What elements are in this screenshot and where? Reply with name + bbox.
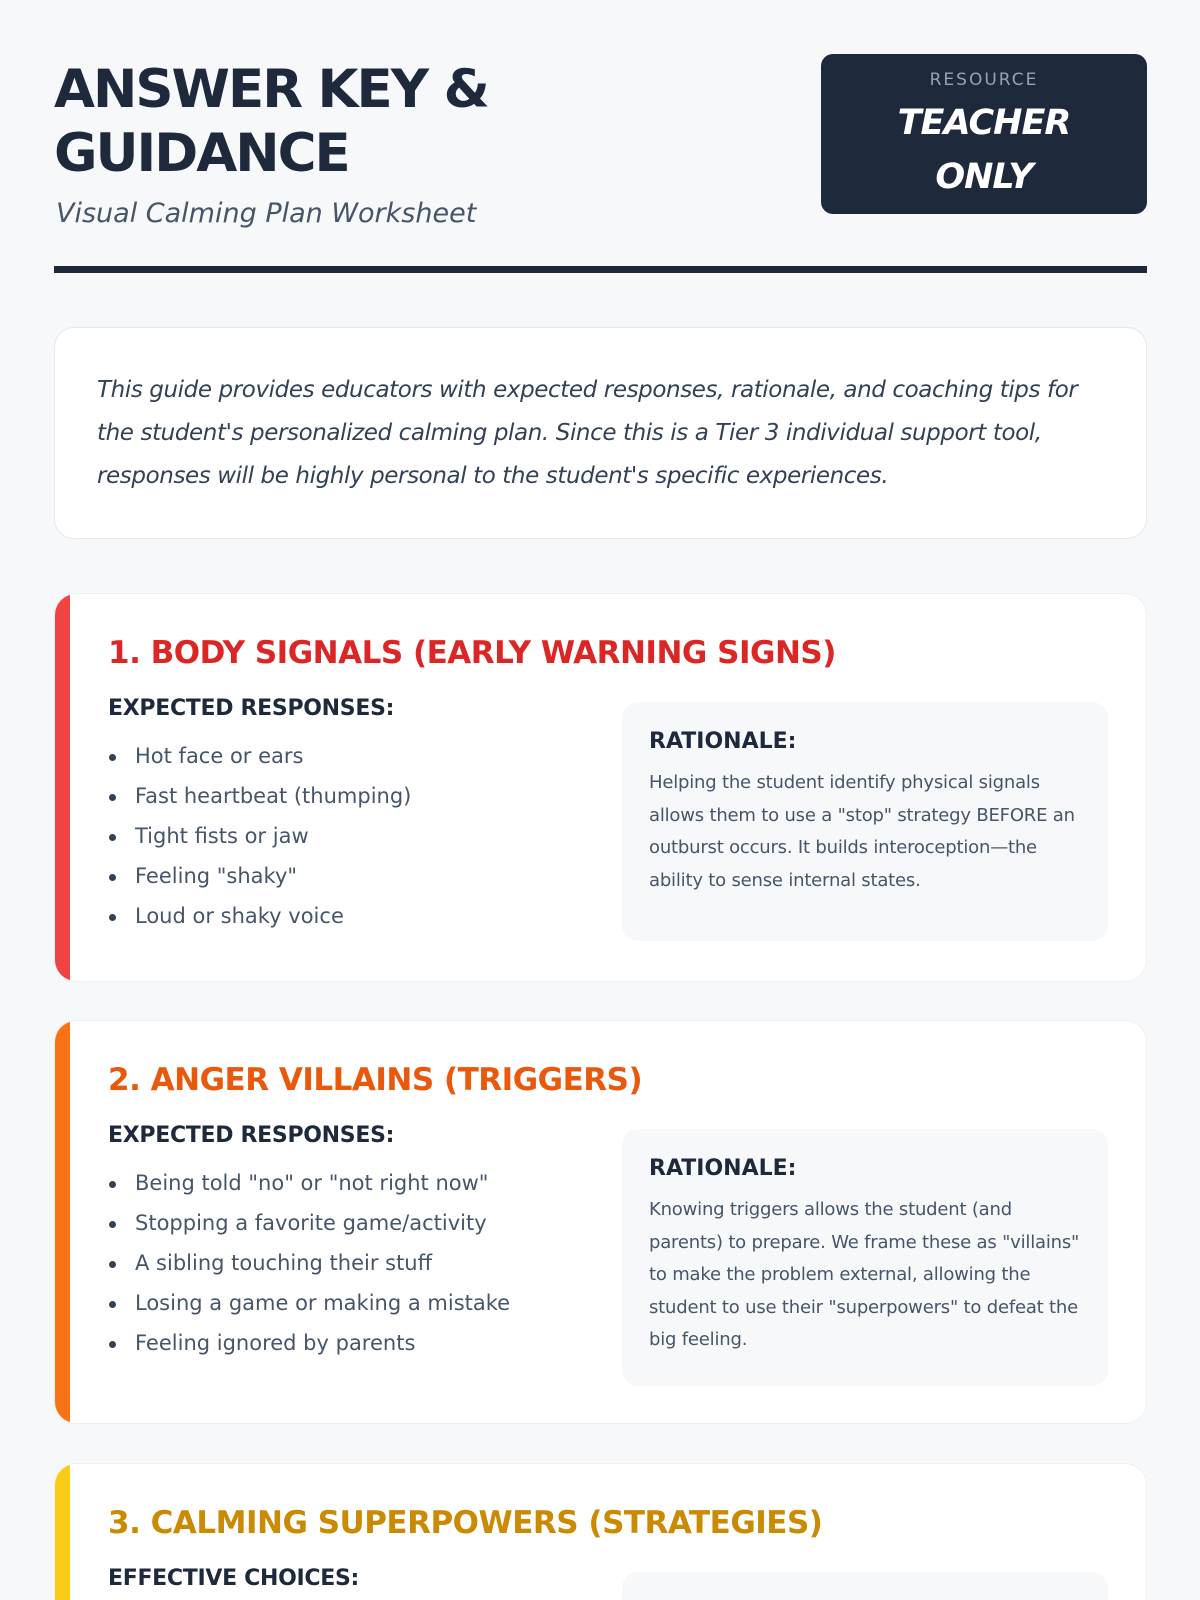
badge-label: RESOURCE xyxy=(929,70,1039,90)
responses-list xyxy=(108,1163,588,1363)
rationale-box xyxy=(622,1129,1108,1386)
responses-heading: EXPECTED RESPONSES: xyxy=(108,1123,395,1148)
answer-key-page xyxy=(54,0,1147,1591)
intro-card xyxy=(54,327,1147,539)
page-title: ANSWER KEY & GUIDANCE xyxy=(54,59,488,184)
responses-heading: EFFECTIVE CHOICES: xyxy=(108,1566,360,1591)
list-item: A sibling touching their stuff xyxy=(108,1243,588,1283)
badge-text: TEACHER ONLY xyxy=(897,103,1071,197)
section-calming-superpowers xyxy=(54,1463,1147,1600)
section-title: 1. BODY SIGNALS (EARLY WARNING SIGNS) xyxy=(108,635,836,671)
section-title: 2. ANGER VILLAINS (TRIGGERS) xyxy=(108,1062,643,1098)
rationale-box xyxy=(622,702,1108,941)
list-item: Hot face or ears xyxy=(108,736,588,776)
rationale-text: Helping the student identify physical signals allows them to use a "stop" strategy BEFORE an outburst occurs. It builds interoception—the ability to sense internal states. xyxy=(649,772,1075,891)
list-item: Loud or shaky voice xyxy=(108,896,588,936)
page-header xyxy=(54,0,1147,273)
list-item: Feeling "shaky" xyxy=(108,856,588,896)
intro-text: This guide provides educators with expected responses, rationale, and coaching tips for the student's personalized calming plan. Since this is a Tier 3 individual support tool, responses will be highly personal to the student's specific experiences. xyxy=(97,377,1078,489)
teacher-only-badge xyxy=(821,54,1147,214)
section-title: 3. CALMING SUPERPOWERS (STRATEGIES) xyxy=(108,1505,823,1541)
section-accent-stripe xyxy=(55,1021,70,1423)
list-item: Stopping a favorite game/activity xyxy=(108,1203,588,1243)
rationale-heading: RATIONALE: xyxy=(649,729,797,754)
section-body-signals xyxy=(54,593,1147,982)
responses-list xyxy=(108,736,588,936)
section-anger-villains xyxy=(54,1020,1147,1424)
responses-heading: EXPECTED RESPONSES: xyxy=(108,696,395,721)
section-accent-stripe xyxy=(55,594,70,981)
list-item: Feeling ignored by parents xyxy=(108,1323,588,1363)
rationale-box xyxy=(622,1572,1108,1600)
expected-responses xyxy=(108,696,588,936)
rationale-heading: RATIONALE: xyxy=(649,1156,797,1181)
page-subtitle: Visual Calming Plan Worksheet xyxy=(56,198,477,229)
header-divider xyxy=(54,266,1147,273)
list-item: Tight fists or jaw xyxy=(108,816,588,856)
list-item: Being told "no" or "not right now" xyxy=(108,1163,588,1203)
rationale-text: Knowing triggers allows the student (and parents) to prepare. We frame these as "villains" to make the problem external, allowing the student to use their "superpowers" to defeat the big feeling. xyxy=(649,1199,1080,1350)
expected-responses xyxy=(108,1123,588,1363)
list-item: Losing a game or making a mistake xyxy=(108,1283,588,1323)
list-item: Fast heartbeat (thumping) xyxy=(108,776,588,816)
effective-choices xyxy=(108,1566,588,1591)
section-accent-stripe xyxy=(55,1464,70,1600)
